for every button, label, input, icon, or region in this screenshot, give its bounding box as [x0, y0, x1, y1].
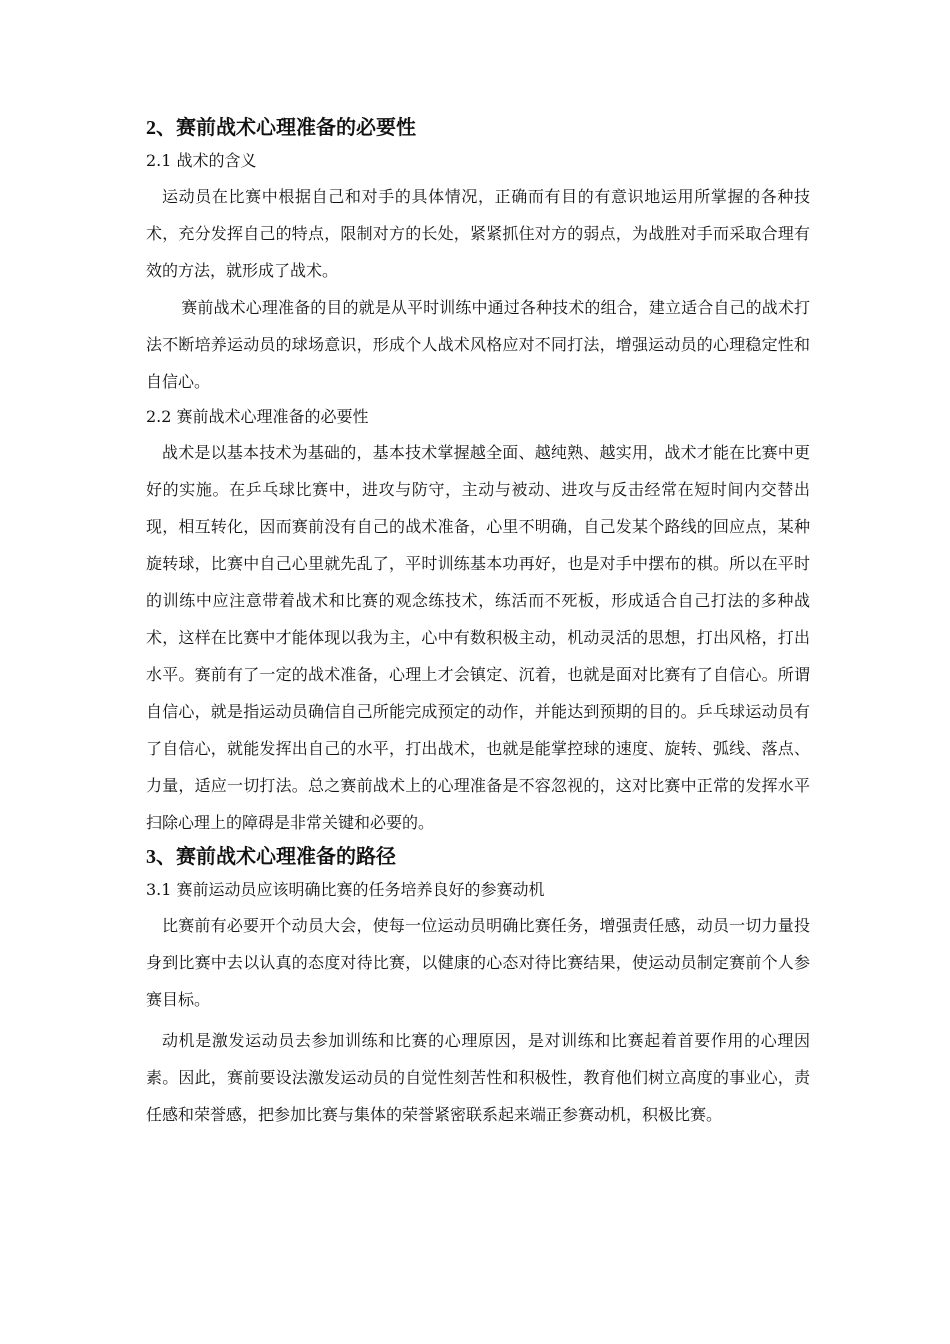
paragraph-tactics-purpose: 赛前战术心理准备的目的就是从平时训练中通过各种技术的组合，建立适合自己的战术打法不断培养运动员的球场意识，形成个人战术风格应对不同打法，增强运动员的心理稳定性和自信心。: [146, 298, 810, 391]
section-heading-3: 3、赛前战术心理准备的路径: [146, 846, 396, 868]
paragraph-mobilization-meeting: 比赛前有必要开个动员大会，使每一位运动员明确比赛任务，增强责任感，动员一切力量投身到比赛中去以认真的态度对待比赛，以健康的心态对待比赛结果，使运动员制定赛前个人参赛目标。: [146, 916, 810, 1009]
paragraph-tactics-definition: 运动员在比赛中根据自己和对手的具体情况，正确而有目的有意识地运用所掌握的各种技术，充分发挥自己的特点，限制对方的长处，紧紧抓住对方的弱点，为战胜对手而采取合理有效的方法，就形成了战术。: [146, 187, 810, 280]
subsection-title-3-1: 3.1 赛前运动员应该明确比赛的任务培养良好的参赛动机: [146, 880, 545, 899]
paragraph-tactics-necessity: 战术是以基本技术为基础的，基本技术掌握越全面、越纯熟、越实用，战术才能在比赛中更好的实施。在乒乓球比赛中，进攻与防守，主动与被动、进攻与反击经常在短时间内交替出现，相互转化，因而赛前没有自己的战术准备，心里不明确，自己发某个路线的回应点，某种旋转球，比赛中自己心里就先乱了，平时训练基本功再好，也是对手中摆布的棋。所以在平时的训练中应注意带着战术和比赛的观念练技术，练活而不死板，形成适合自己打法的多种战术，这样在比赛中才能体现以我为主，心中有数积极主动，机动灵活的思想，打出风格，打出水平。赛前有了一定的战术准备，心理上才会镇定、沉着，也就是面对比赛有了自信心。所谓自信心，就是指运动员确信自己所能完成预定的动作，并能达到预期的目的。乒乓球运动员有了自信心，就能发挥出自己的水平，打出战术，也就是能掌控球的速度、旋转、弧线、落点、力量，适应一切打法。总之赛前战术上的心理准备是不容忽视的，这对比赛中正常的发挥水平扫除心理上的障碍是非常关键和必要的。: [146, 443, 810, 832]
section-heading-2: 2、赛前战术心理准备的必要性: [146, 117, 416, 139]
subsection-title-2-1: 2.1 战术的含义: [146, 151, 257, 170]
paragraph-motivation: 动机是激发运动员去参加训练和比赛的心理原因，是对训练和比赛起着首要作用的心理因素。因此，赛前要设法激发运动员的自觉性刻苦性和积极性，教育他们树立高度的事业心，责任感和荣誉感，把参加比赛与集体的荣誉紧密联系起来端正参赛动机，积极比赛。: [146, 1031, 810, 1124]
document-page: [146, 112, 810, 1133]
subsection-title-2-2: 2.2 赛前战术心理准备的必要性: [146, 407, 369, 426]
